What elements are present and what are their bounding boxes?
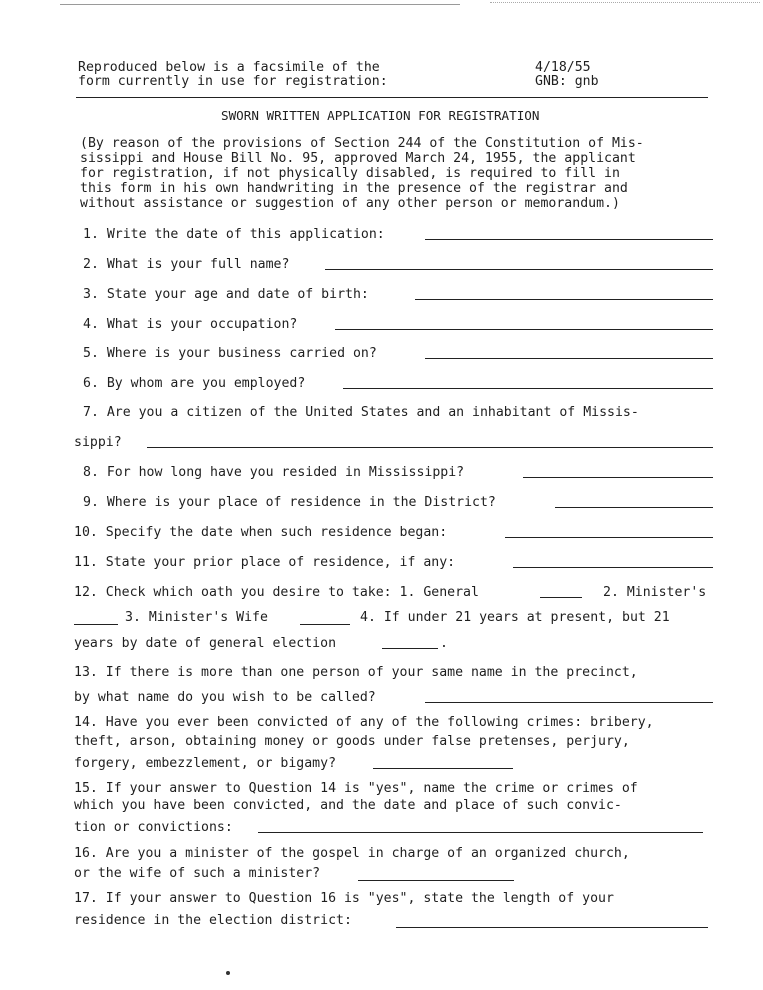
preamble-line: without assistance or suggestion of any other person or memorandum.) (80, 196, 620, 211)
question-17-label: 17. If your answer to Question 16 is "yes", state the length of your (74, 891, 614, 906)
question-2-label: 2. What is your full name? (83, 257, 290, 272)
oath-under-21-option-cont: years by date of general election (74, 636, 337, 651)
question-5-label: 5. Where is your business carried on? (83, 346, 377, 361)
preamble-line: (By reason of the provisions of Section 244 of the Constitution of Mis- (80, 136, 644, 151)
question-9-label: 9. Where is your place of residence in the District? (83, 495, 496, 510)
question-12-label: 12. Check which oath you desire to take: 1. General (74, 585, 479, 600)
question-7-label-cont: sippi? (74, 435, 122, 450)
header-note-line1: Reproduced below is a facsimile of the (78, 60, 380, 75)
question-17-answer-line[interactable] (396, 927, 708, 928)
question-16-label: 16. Are you a minister of the gospel in charge of an organized church, (74, 846, 630, 861)
question-16-answer-line[interactable] (358, 880, 514, 881)
header-initials: GNB: gnb (535, 74, 599, 89)
question-15-label-cont: tion or convictions: (74, 820, 233, 835)
question-5-answer-line[interactable] (425, 358, 713, 359)
question-10-answer-line[interactable] (505, 537, 713, 538)
question-15-label: 15. If your answer to Question 14 is "yes", name the crime or crimes of (74, 781, 638, 796)
preamble-line: for registration, if not physically disabled, is required to fill in (80, 166, 620, 181)
question-17-label-cont: residence in the election district: (74, 913, 352, 928)
header-note-line2: form currently in use for registration: (78, 74, 388, 89)
question-2-answer-line[interactable] (325, 269, 713, 270)
question-14-answer-line[interactable] (373, 768, 513, 769)
oath-ministers-option: 2. Minister's (603, 585, 707, 600)
question-14-label: 14. Have you ever been convicted of any of the following crimes: bribery, (74, 715, 654, 730)
question-3-answer-line[interactable] (415, 299, 713, 300)
header-date: 4/18/55 (535, 60, 591, 75)
question-15-label-cont: which you have been convicted, and the date and place of such convic- (74, 798, 622, 813)
question-13-label-cont: by what name do you wish to be called? (74, 690, 376, 705)
preamble-line: this form in his own handwriting in the presence of the registrar and (80, 181, 628, 196)
question-10-label: 10. Specify the date when such residence began: (74, 525, 448, 540)
question-11-label: 11. State your prior place of residence, if any: (74, 555, 456, 570)
oath-ministers-check-line[interactable] (74, 624, 118, 625)
question-6-answer-line[interactable] (343, 388, 713, 389)
question-13-answer-line[interactable] (425, 702, 713, 703)
question-9-answer-line[interactable] (555, 507, 713, 508)
question-13-label: 13. If there is more than one person of your same name in the precinct, (74, 665, 638, 680)
question-1-label: 1. Write the date of this application: (83, 227, 385, 242)
question-8-answer-line[interactable] (523, 477, 713, 478)
question-6-label: 6. By whom are you employed? (83, 376, 306, 391)
scan-speck (226, 971, 230, 975)
question-16-label-cont: or the wife of such a minister? (74, 866, 321, 881)
oath-ministers-wife-option: 3. Minister's Wife (125, 610, 268, 625)
oath-general-check-line[interactable] (540, 597, 582, 598)
question-11-answer-line[interactable] (513, 567, 713, 568)
oath-ministers-wife-check-line[interactable] (300, 624, 350, 625)
question-4-answer-line[interactable] (335, 329, 713, 330)
preamble-line: sissippi and House Bill No. 95, approved March 24, 1955, the applicant (80, 151, 636, 166)
form-title: SWORN WRITTEN APPLICATION FOR REGISTRATION (221, 108, 540, 123)
question-15-answer-line[interactable] (258, 832, 703, 833)
header-divider (76, 97, 708, 98)
question-1-answer-line[interactable] (425, 239, 713, 240)
oath-under-21-option: 4. If under 21 years at present, but 21 (360, 610, 670, 625)
oath-under-21-check-line[interactable] (382, 648, 438, 649)
question-7-answer-line[interactable] (147, 447, 713, 448)
scan-edge-line (60, 4, 460, 5)
question-7-label: 7. Are you a citizen of the United States and an inhabitant of Missis- (83, 405, 639, 420)
question-12-period: . (440, 636, 448, 651)
question-3-label: 3. State your age and date of birth: (83, 287, 369, 302)
scan-edge-line (490, 2, 760, 3)
question-14-label-cont: theft, arson, obtaining money or goods under false pretenses, perjury, (74, 734, 630, 749)
question-14-label-cont: forgery, embezzlement, or bigamy? (74, 756, 337, 771)
question-8-label: 8. For how long have you resided in Mississippi? (83, 465, 465, 480)
question-4-label: 4. What is your occupation? (83, 317, 298, 332)
